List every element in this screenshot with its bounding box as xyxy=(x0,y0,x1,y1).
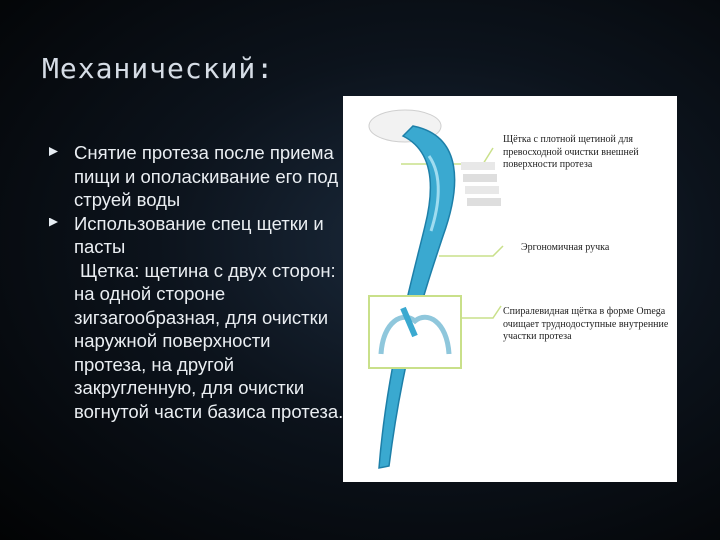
bullet-text: Использование спец щетки и пасты xyxy=(74,212,324,257)
bullet-item-rinse xyxy=(46,141,346,212)
bullet-item-brush xyxy=(46,212,346,259)
bristles-icon xyxy=(461,162,501,206)
caption-handle: Эргономичная ручка xyxy=(521,242,610,253)
bullet-arrow-icon xyxy=(49,218,58,227)
slide-title: Механический: xyxy=(42,52,275,85)
bullet-text: Снятие протеза после приема пищи и ополаскивание его под струей воды xyxy=(74,142,339,210)
caption-omega: Спиралевидная щётка в форме Omega очищает труднодоступные внутренние участки протеза xyxy=(503,306,669,342)
toothbrush-figure xyxy=(343,96,677,482)
bullet-arrow-icon xyxy=(49,147,58,156)
slide-body xyxy=(46,141,346,423)
caption-bristles: Щётка с плотной щетиной для превосходной очистки внешней поверхности протеза xyxy=(503,134,639,170)
brush-description: Щетка: щетина с двух сторон: на одной стороне зигзагообразная, для очистки наружной поверхности протеза, на другой закругленную, для очистки вогнутой части базиса протеза. xyxy=(74,259,344,422)
